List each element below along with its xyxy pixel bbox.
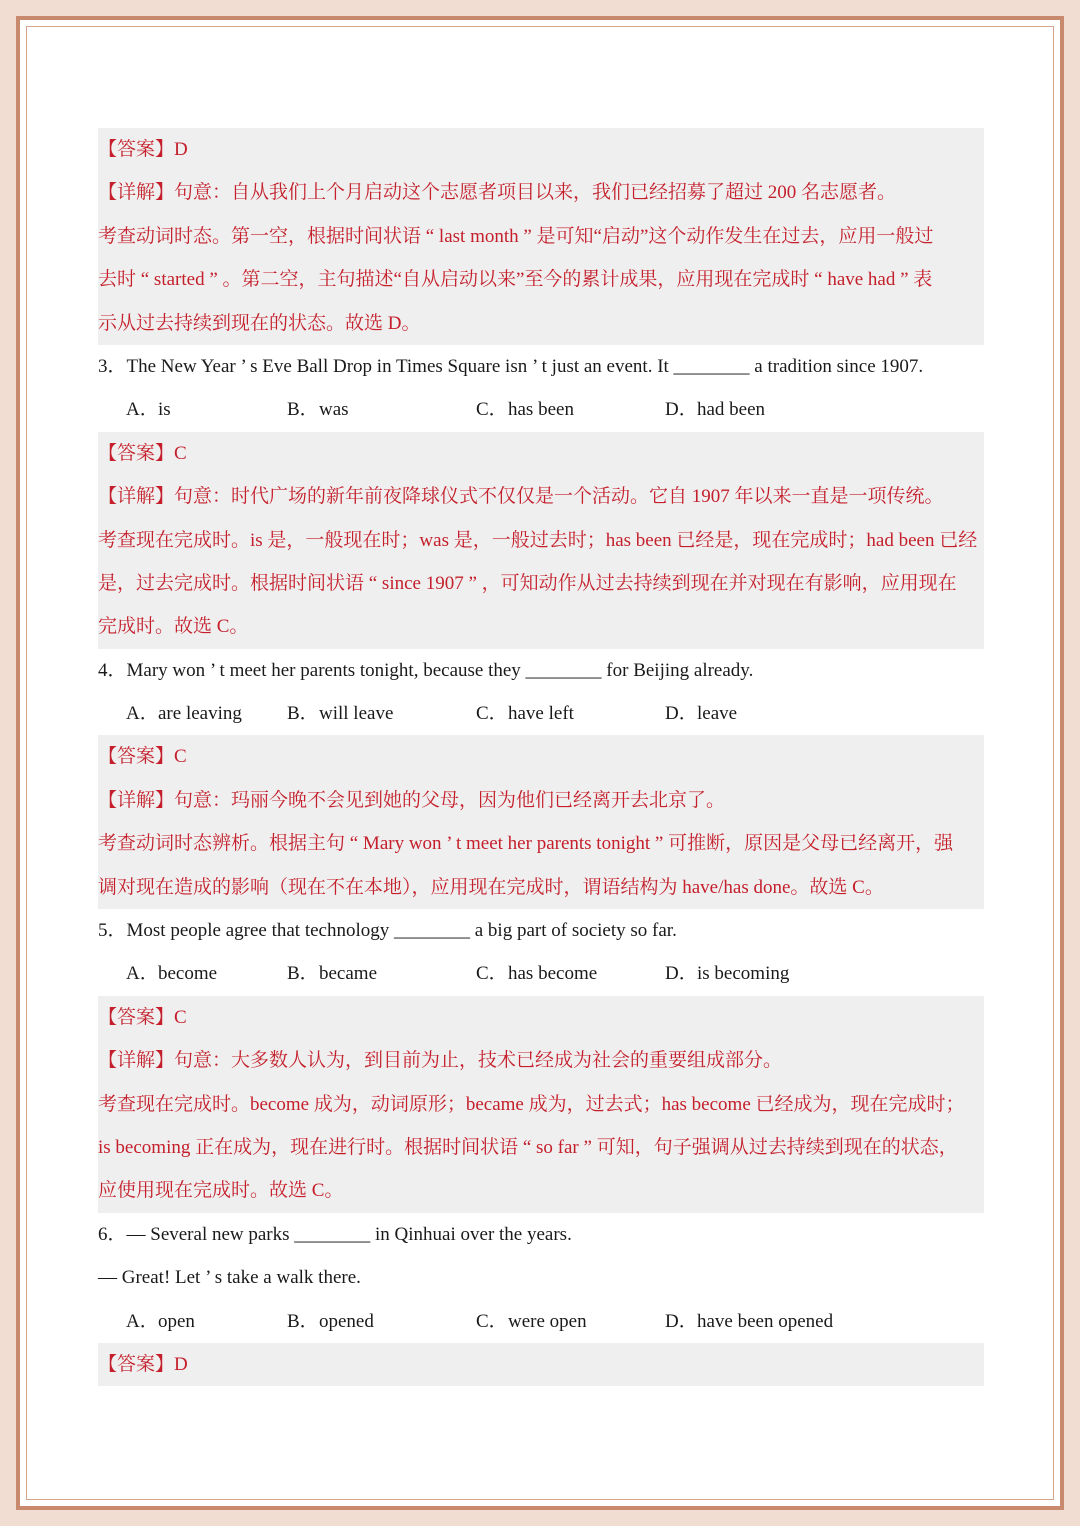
option-letter: C．: [476, 963, 508, 985]
answer-block: [98, 128, 984, 345]
option-d: [665, 388, 765, 431]
option-letter: C．: [476, 399, 508, 421]
option-b: [287, 388, 349, 431]
option-text: will leave: [319, 703, 394, 725]
option-letter: B．: [287, 703, 319, 725]
explanation-line: 应使用现在完成时。故选 C。: [98, 1180, 344, 1202]
explanation-line: 考查动词时态。第一空，根据时间状语 “ last month ” 是可知“启动”这个动作发生在过去，应用一般过: [98, 225, 934, 247]
options-row: [98, 388, 984, 431]
option-text: is: [158, 399, 171, 421]
option-a: [126, 692, 242, 735]
answer-key: 【答案】C: [98, 746, 187, 768]
option-text: leave: [697, 703, 738, 725]
option-letter: A．: [126, 1310, 159, 1332]
answer-block: [98, 1343, 984, 1386]
option-letter: D．: [665, 399, 698, 421]
question-text: 3．The New Year ’ s Eve Ball Drop in Times Square isn ’ t just an event. It ________ a tradition since 1907.: [98, 355, 924, 377]
option-b: [287, 952, 377, 995]
answer-block: [98, 432, 984, 649]
option-letter: A．: [126, 963, 159, 985]
question-block: [98, 649, 984, 736]
option-c: [476, 388, 574, 431]
explanation-line: 【详解】句意：自从我们上个月启动这个志愿者项目以来，我们已经招募了超过 200 名志愿者。: [98, 182, 897, 204]
option-letter: D．: [665, 1310, 698, 1332]
answer-key: 【答案】C: [98, 442, 187, 464]
option-d: [665, 952, 789, 995]
option-text: became: [319, 963, 378, 985]
option-d: [665, 1300, 833, 1343]
worksheet-content: [98, 128, 984, 1386]
option-text: become: [158, 963, 218, 985]
option-d: [665, 692, 737, 735]
option-a: [126, 952, 217, 995]
explanation-line: 考查现在完成时。become 成为，动词原形；became 成为，过去式；has become 已经成为，现在完成时；: [98, 1093, 965, 1115]
question-text: 6．— Several new parks ________ in Qinhuai over the years.: [98, 1223, 572, 1245]
explanation-line: 【详解】句意：玛丽今晚不会见到她的父母，因为他们已经离开去北京了。: [98, 789, 726, 811]
option-text: open: [158, 1310, 195, 1332]
option-text: have been opened: [697, 1310, 834, 1332]
answer-block: [98, 735, 984, 909]
answer-key: 【答案】D: [98, 1353, 188, 1375]
options-row: [98, 952, 984, 995]
explanation-line: 考查动词时态辨析。根据主句 “ Mary won ’ t meet her parents tonight ” 可推断，原因是父母已经离开，强: [98, 833, 954, 855]
answer-block: [98, 996, 984, 1213]
option-letter: A．: [126, 703, 159, 725]
options-row: [98, 692, 984, 735]
question-block: [98, 909, 984, 996]
option-letter: B．: [287, 399, 319, 421]
option-b: [287, 1300, 374, 1343]
explanation-line: 去时 “ started ” 。第二空，主句描述“自从启动以来”至今的累计成果，应用现在完成时 “ have had ” 表: [98, 269, 933, 291]
explanation-line: 【详解】句意：时代广场的新年前夜降球仪式不仅仅是一个活动。它自 1907 年以来一直是一项传统。: [98, 486, 944, 508]
answer-key: 【答案】D: [98, 139, 188, 160]
option-text: was: [319, 399, 349, 421]
option-text: have left: [508, 703, 574, 725]
options-row: [98, 1300, 984, 1343]
option-text: are leaving: [158, 703, 242, 725]
option-letter: C．: [476, 703, 508, 725]
option-c: [476, 952, 597, 995]
explanation-line: 考查现在完成时。is 是，一般现在时；was 是，一般过去时；has been 已经是，现在完成时；had been 已经: [98, 529, 978, 551]
question-text: 4．Mary won ’ t meet her parents tonight, because they ________ for Beijing already.: [98, 659, 754, 681]
question-block: [98, 1213, 984, 1343]
question-text: 5．Most people agree that technology ________ a big part of society so far.: [98, 920, 677, 942]
option-text: has become: [508, 963, 598, 985]
option-letter: A．: [126, 399, 159, 421]
option-a: [126, 388, 171, 431]
option-c: [476, 1300, 587, 1343]
explanation-line: 是，过去完成时。根据时间状语 “ since 1907 ” ，可知动作从过去持续到现在并对现在有影响，应用现在: [98, 572, 957, 594]
explanation-line: 示从过去持续到现在的状态。故选 D。: [98, 312, 421, 334]
option-text: is becoming: [697, 963, 790, 985]
explanation-line: 【详解】句意：大多数人认为，到目前为止，技术已经成为社会的重要组成部分。: [98, 1050, 783, 1072]
explanation-line: 调对现在造成的影响（现在不在本地），应用现在完成时，谓语结构为 have/has done。故选 C。: [98, 876, 884, 898]
explanation-line: 完成时。故选 C。: [98, 616, 249, 638]
option-b: [287, 692, 393, 735]
option-letter: D．: [665, 703, 698, 725]
explanation-line: is becoming 正在成为，现在进行时。根据时间状语 “ so far ” 可知，句子强调从过去持续到现在的状态，: [98, 1136, 958, 1158]
option-a: [126, 1300, 195, 1343]
option-text: had been: [697, 399, 766, 421]
answer-key: 【答案】C: [98, 1006, 187, 1028]
option-text: were open: [508, 1310, 587, 1332]
option-letter: B．: [287, 1310, 319, 1332]
option-letter: C．: [476, 1310, 508, 1332]
option-letter: B．: [287, 963, 319, 985]
option-letter: D．: [665, 963, 698, 985]
option-text: opened: [319, 1310, 374, 1332]
question-block: [98, 345, 984, 432]
question-text: — Great! Let ’ s take a walk there.: [98, 1267, 361, 1289]
option-c: [476, 692, 574, 735]
option-text: has been: [508, 399, 574, 421]
